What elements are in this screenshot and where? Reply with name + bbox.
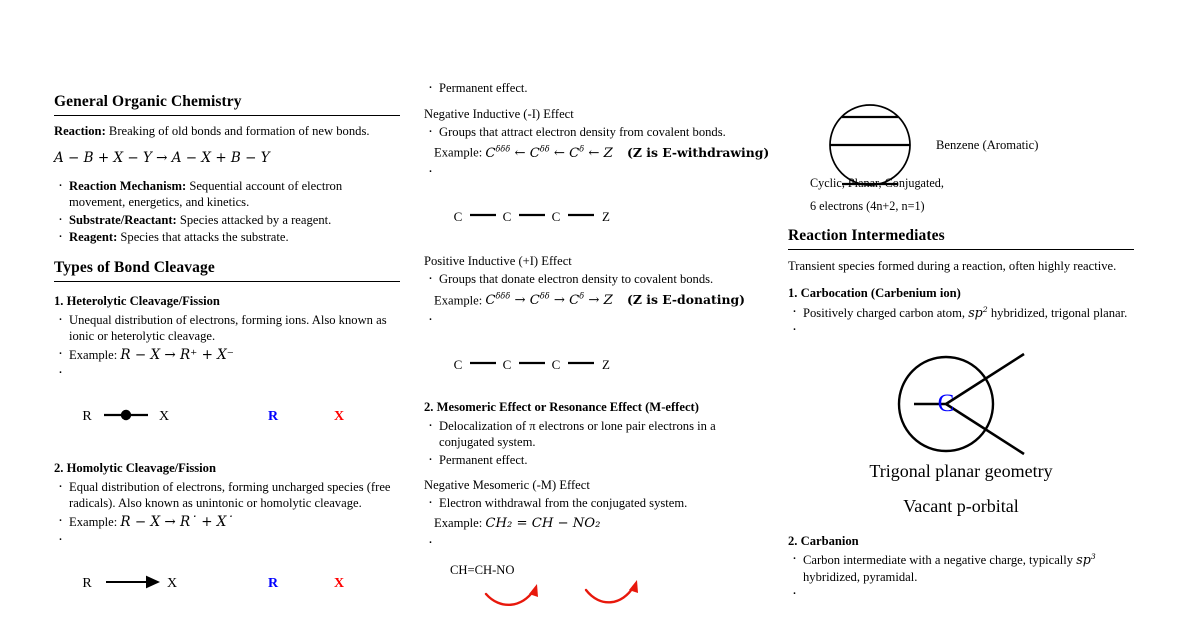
section-heading-bond-cleavage: Types of Bond Cleavage <box>54 259 215 277</box>
positive-inductive-points <box>424 271 770 288</box>
example-math: R − X → R˙ + X˙ <box>120 513 234 530</box>
negative-mesomeric-points <box>424 495 770 512</box>
chain-atom: C <box>453 209 463 225</box>
reaction-label: Reaction: <box>54 124 106 139</box>
definition-term: Reagent: <box>69 230 118 245</box>
example-math: R − X → R⁺ + X⁻ <box>120 346 234 363</box>
bond-cleavage-rule <box>54 281 400 282</box>
negative-inductive-example <box>420 143 770 162</box>
product-radical-2-label: X <box>333 576 345 591</box>
definition-term: Substrate/Reactant: <box>69 212 177 227</box>
caption-trigonal-planar-geometry: Trigonal planar geometry <box>869 461 1053 482</box>
definition-text: Species attacked by a reagent. <box>176 212 332 227</box>
orbital-bond-lower-right <box>946 404 1024 454</box>
example-note: (Z is E-withdrawing) <box>627 144 770 160</box>
benzene-caption-line-2: 6 electrons (4n+2, n=1) <box>810 199 925 213</box>
list-item <box>54 513 400 531</box>
atom-label-right: X <box>166 576 178 591</box>
chain-atom: C <box>551 357 561 373</box>
heterolytic-points <box>54 312 400 378</box>
definition-text: Sequential account of electron movement, energetics, and kinetics. <box>69 178 343 210</box>
list-item <box>788 304 1134 322</box>
carbocation-orbital-diagram <box>788 349 1134 464</box>
resonance-formula-label: CH=CH-NO <box>450 562 515 577</box>
list-item <box>54 532 400 545</box>
heterolytic-svg <box>54 390 400 446</box>
subsection-carbanion-title: 2. Carbanion <box>788 533 859 548</box>
bond-arrow-head <box>146 576 160 589</box>
definition-term: Reaction Mechanism: <box>69 178 187 193</box>
list-item: · Permanent effect. <box>424 80 770 97</box>
example-label: Example: <box>434 516 483 531</box>
benzene-caption-line-1: Cyclic, Planar, Conjugated, <box>810 176 944 190</box>
homolytic-cleavage-diagram <box>54 557 400 613</box>
list-item <box>788 551 1134 585</box>
right-column <box>788 96 1134 601</box>
subsection-homolytic-title: 2. Homolytic Cleavage/Fission <box>54 461 216 476</box>
resonance-svg <box>424 558 770 618</box>
list-item <box>788 586 1134 599</box>
negative-inductive-chain-diagram <box>424 197 770 245</box>
benzene-label: Benzene (Aromatic) <box>936 138 1039 152</box>
chain-atom: C <box>453 357 463 373</box>
homolytic-svg <box>54 557 400 613</box>
curved-arrow-1-shaft <box>486 590 534 605</box>
example-label: Example: <box>434 145 483 160</box>
left-column <box>54 92 400 613</box>
electron-pair-dot <box>121 410 131 420</box>
carbanion-points <box>788 551 1134 599</box>
carbocation-text-before: Positively charged carbon atom, <box>803 305 969 320</box>
list-item <box>424 164 770 177</box>
list-item: · Electron withdrawal from the conjugated system. <box>424 495 770 512</box>
example-math: $C^{\delta\delta\delta}$ ← $C^{\delta\delta}$ ← $C^\delta$ ← Z <box>485 143 613 161</box>
subsection-negative-mesomeric-title: Negative Mesomeric (-M) Effect <box>424 478 590 493</box>
carbocation-svg <box>788 349 1134 464</box>
permanent-effect-list <box>424 80 770 97</box>
title-rule <box>54 115 400 116</box>
hybridization-label: $sp^2$ <box>968 304 988 320</box>
homolytic-points <box>54 479 400 545</box>
benzene-svg <box>788 96 1134 214</box>
list-item <box>424 535 770 548</box>
negative-mesomeric-example <box>420 515 766 533</box>
negative-mesomeric-extra <box>424 535 770 548</box>
caption-vacant-p-orbital: Vacant p-orbital <box>903 496 1019 517</box>
list-item <box>54 365 400 378</box>
intermediates-intro: Transient species formed during a reaction, often highly reactive. <box>788 259 1117 274</box>
carbocation-points <box>788 304 1134 336</box>
list-item <box>54 178 400 211</box>
mesomeric-points <box>424 418 770 469</box>
reaction-intermediates-rule <box>788 249 1134 250</box>
example-label: Example: <box>434 293 483 308</box>
list-item: · Equal distribution of electrons, forming uncharged species (free radicals). Also known as unintonic or homolytic cleavage. <box>54 479 400 512</box>
list-item: · Delocalization of π electrons or lone pair electrons in a conjugated system. <box>424 418 770 451</box>
example-math: CH₂ = CH − NO₂ <box>485 516 601 532</box>
orbital-bond-upper-right <box>946 354 1024 404</box>
section-heading-reaction-intermediates: Reaction Intermediates <box>788 227 945 244</box>
atom-label-left: R <box>82 576 92 591</box>
example-math: $C^{\delta\delta\delta} \to C^{\delta\delta} \to C^\delta \to Z$ <box>485 291 613 309</box>
benzene-diagram <box>788 96 1134 214</box>
reaction-definition <box>54 123 400 140</box>
positive-inductive-chain-diagram <box>424 345 770 393</box>
list-item: · Permanent effect. <box>424 452 770 469</box>
mesomeric-resonance-diagram <box>424 558 770 618</box>
middle-column <box>424 80 770 618</box>
chain-atom: Z <box>602 209 610 225</box>
carbon-center-label: C <box>937 390 955 418</box>
negative-inductive-extra <box>424 164 770 177</box>
curved-arrow-2-shaft <box>586 586 634 602</box>
product-anion-label: X <box>333 409 345 425</box>
chain-atom: C <box>502 209 512 225</box>
list-item <box>54 229 400 246</box>
definition-list <box>54 178 400 246</box>
chain-atom: Z <box>602 357 610 373</box>
chain-atom: C <box>502 357 512 373</box>
positive-inductive-extra <box>424 312 770 325</box>
list-item: · Groups that donate electron density to covalent bonds. <box>424 271 770 288</box>
list-item: · Unequal distribution of electrons, forming ions. Also known as ionic or heterolytic cleavage. <box>54 312 400 345</box>
product-cation-label: R <box>267 409 279 425</box>
carbanion-text-after: hybridized, pyramidal. <box>803 569 918 584</box>
definition-text: Species that attacks the substrate. <box>117 230 289 245</box>
reaction-text: Breaking of old bonds and formation of new bonds. <box>105 124 370 139</box>
chain-svg-positive <box>424 345 770 393</box>
list-item <box>54 346 400 364</box>
heterolytic-cleavage-diagram <box>54 390 400 446</box>
carbocation-text-after: hybridized, trigonal planar. <box>987 305 1128 320</box>
chain-atom: C <box>551 209 561 225</box>
subsection-heterolytic-title: 1. Heterolytic Cleavage/Fission <box>54 294 220 309</box>
product-radical-1-label: R <box>267 576 279 591</box>
list-item <box>788 322 1134 335</box>
subsection-positive-inductive-title: Positive Inductive (+I) Effect <box>424 254 572 269</box>
example-label: Example: <box>69 347 118 362</box>
subsection-mesomeric-title: 2. Mesomeric Effect or Resonance Effect (M-effect) <box>424 400 699 415</box>
page-title: General Organic Chemistry <box>54 93 242 110</box>
atom-label-right: X <box>158 409 170 425</box>
positive-inductive-example <box>420 291 766 310</box>
subsection-negative-inductive-title: Negative Inductive (-I) Effect <box>424 106 574 121</box>
hybridization-label: $sp^3$ <box>1076 551 1096 567</box>
atom-label-left: R <box>82 409 92 425</box>
reaction-equation: A − B + X − Y → A − X + B − Y <box>54 150 270 167</box>
list-item <box>54 212 400 229</box>
carbanion-text-before: Carbon intermediate with a negative charge, typically <box>803 552 1077 567</box>
chain-svg-negative <box>424 197 770 245</box>
negative-inductive-points <box>424 124 770 141</box>
example-label: Example: <box>69 514 118 529</box>
list-item <box>424 312 770 325</box>
example-note: (Z is E-donating) <box>627 292 745 308</box>
subsection-carbocation-title: 1. Carbocation (Carbenium ion) <box>788 286 961 301</box>
list-item: · Groups that attract electron density from covalent bonds. <box>424 124 770 141</box>
